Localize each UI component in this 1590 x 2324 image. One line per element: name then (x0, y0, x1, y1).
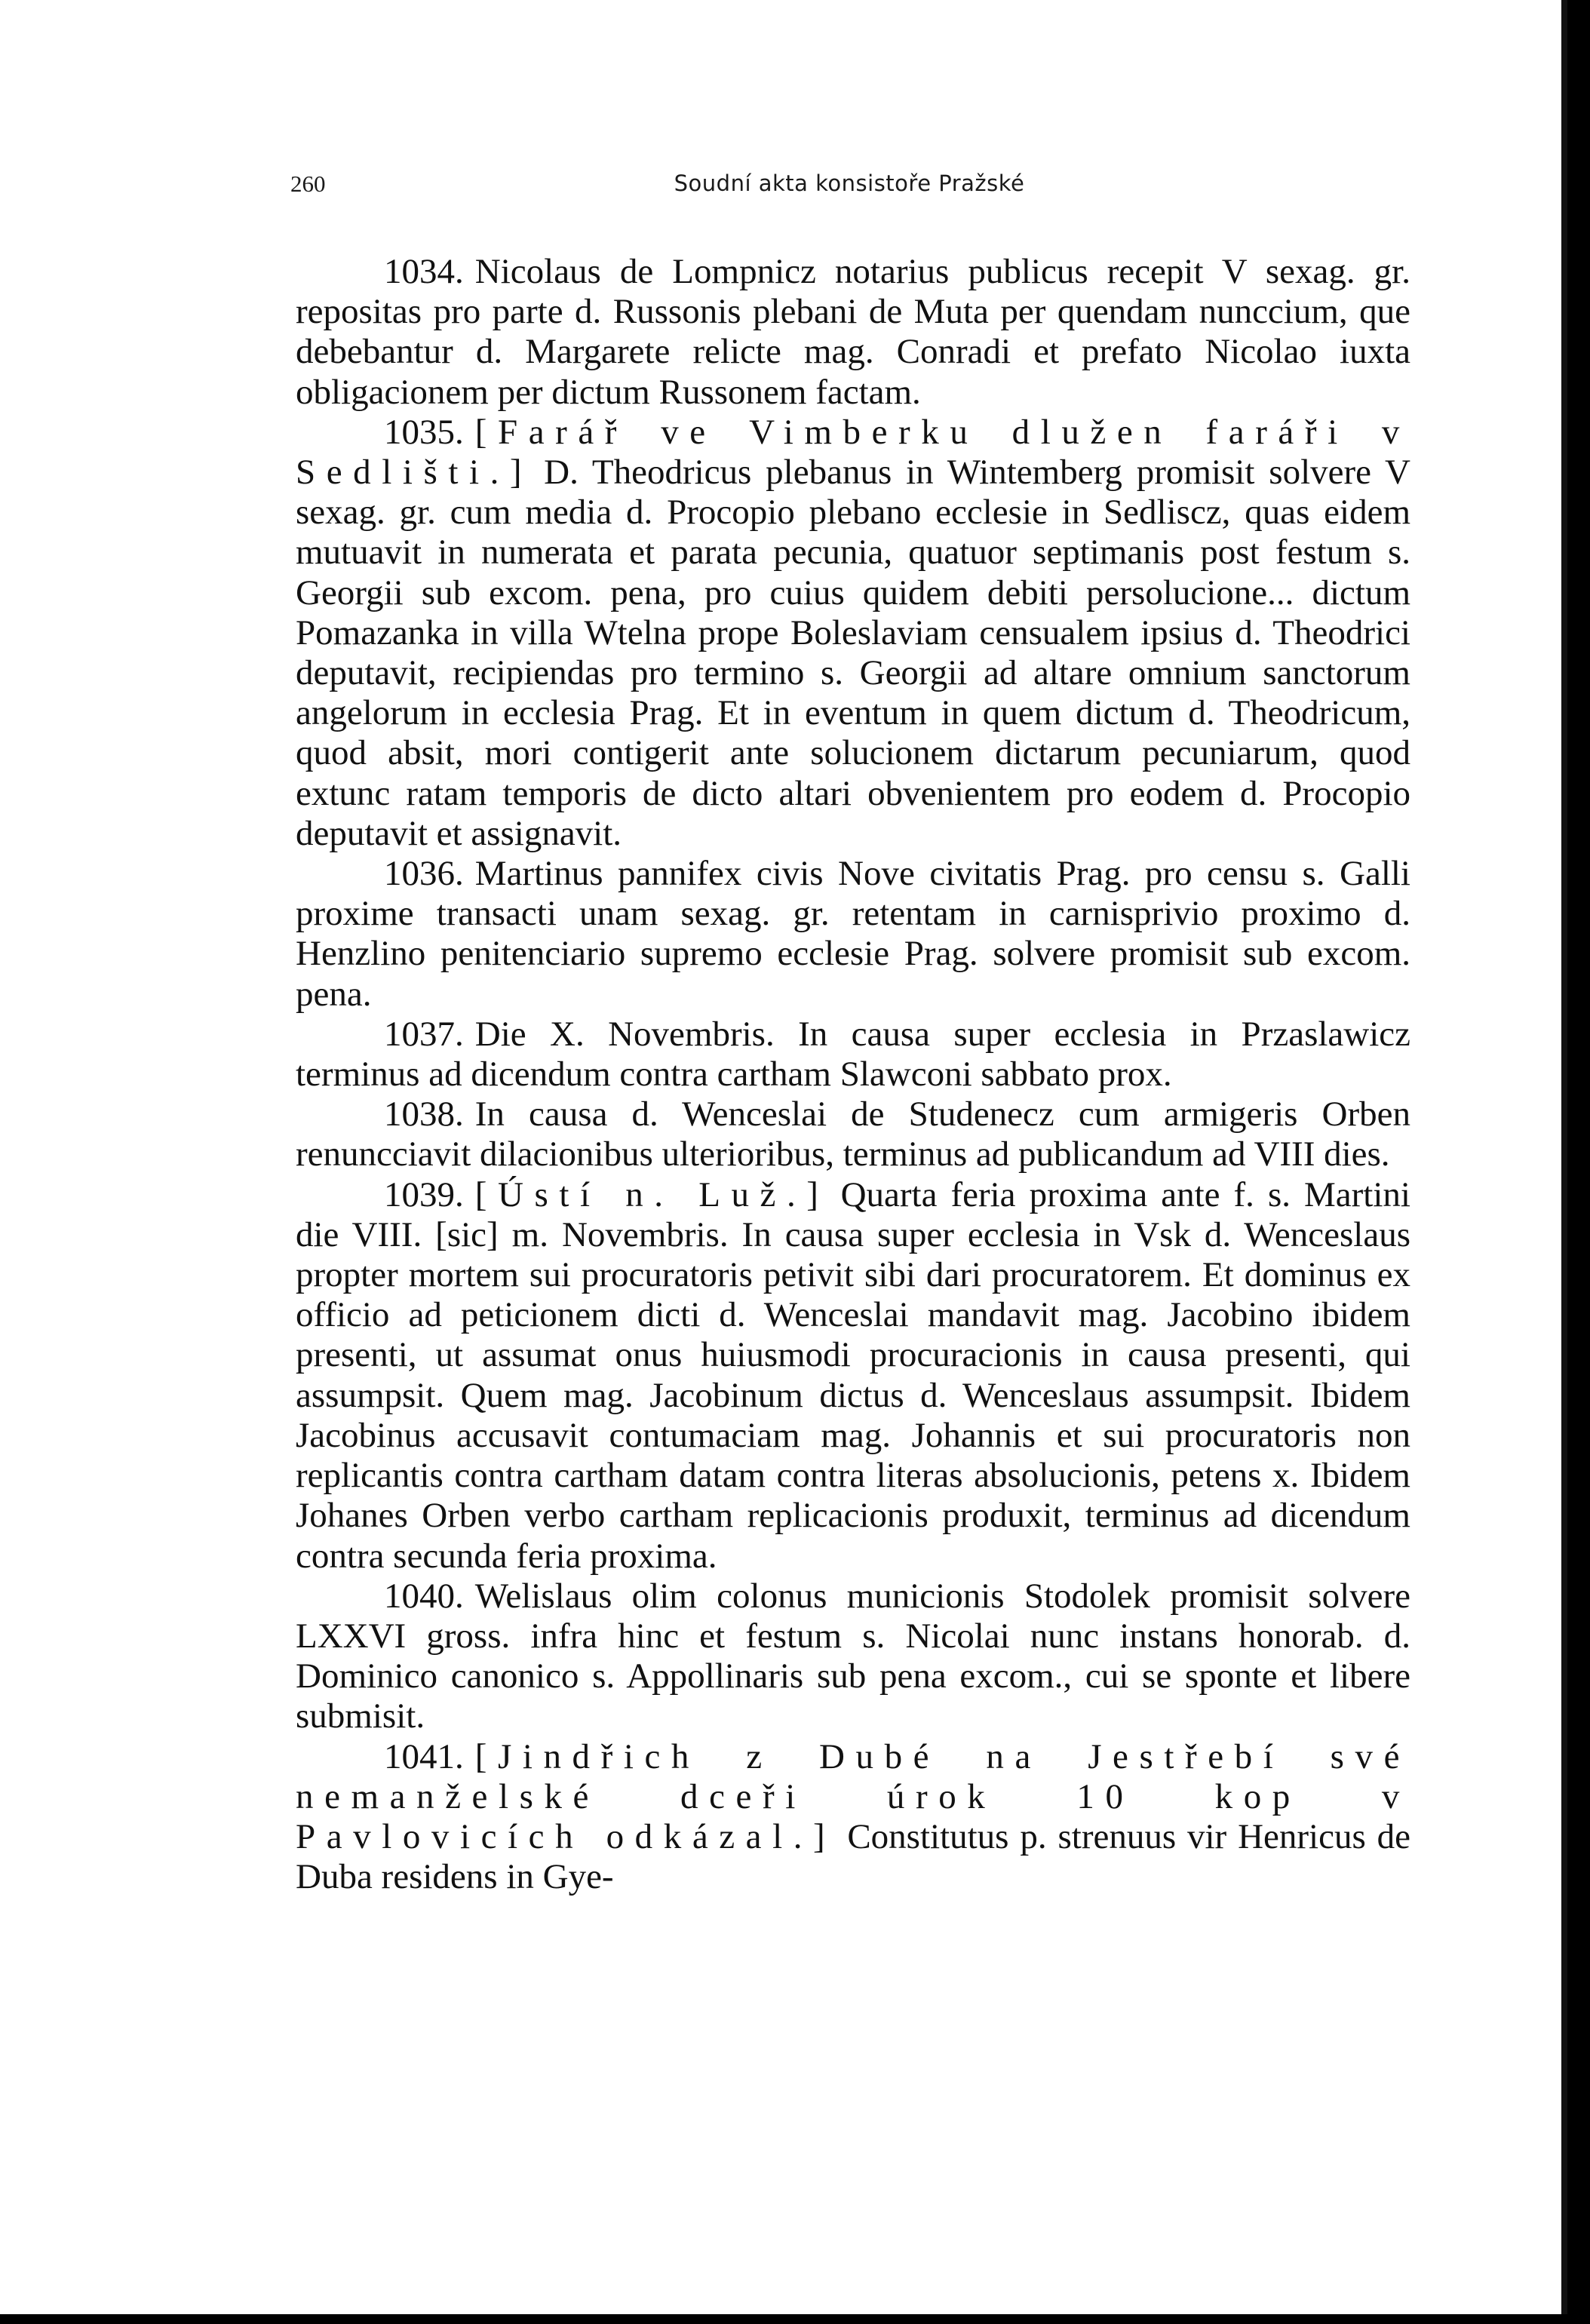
entry-heading: [Ústí n. Luž.] (474, 1174, 830, 1214)
entry-text: Martinus pannifex civis Nove civitatis Prag. pro censu s. Galli proxime transacti unam sexag. gr. retentam in carnisprivio proximo d. Henzlino penitenciario supremo ecclesie Prag. solvere promisit sub excom. pena. (296, 854, 1410, 1014)
entry-number: 1035. (384, 412, 464, 452)
entry-number: 1041. (384, 1736, 464, 1776)
entry-text: In causa d. Wenceslai de Studenecz cum armigeris Orben renuncciavit dilacionibus ulterioribus, terminus ad publicandum ad VIII dies. (296, 1094, 1410, 1174)
document-body (296, 252, 1410, 1897)
running-title: Soudní akta konsistoře Pražské (674, 170, 1025, 196)
entry-1039 (296, 1175, 1410, 1576)
entry-number: 1036. (384, 854, 464, 894)
entry-text: Die X. Novembris. In causa super ecclesia in Przaslawicz terminus ad dicendum contra cartham Slawconi sabbato prox. (296, 1014, 1410, 1094)
entry-text: Nicolaus de Lompnicz notarius publicus recepit V sexag. gr. repositas pro parte d. Russonis plebani de Muta per quendam nunccium, que debebantur d. Margarete relicte mag. Conradi et prefato Nicolao iuxta obligacionem per dictum Russonem factam. (296, 252, 1410, 412)
entry-1041 (296, 1737, 1410, 1898)
entry-number: 1039. (384, 1174, 464, 1214)
entry-number: 1038. (384, 1094, 464, 1134)
entry-text: Quarta feria proxima ante f. s. Martini die VIII. [sic] m. Novembris. In causa super ecclesia in Vsk d. Wenceslaus propter mortem sui procuratoris petivit sibi dari procuratorem. Et dominus ex officio ad peticionem dicti d. Wenceslai mandavit mag. Jacobino ibidem presenti, ut assumat onus huiusmodi procuracionis in causa presenti, qui assumpsit. Quem mag. Jacobinum dictus d. Wenceslaus assumpsit. Ibidem Jacobinus accusavit contumaciam mag. Johannis et sui procuratoris non replicantis contra cartham datam contra literas absolucionis, petens x. Ibidem Johanes Orben verbo cartham replicacionis produxit, terminus ad dicendum contra secunda feria proxima. (296, 1174, 1410, 1576)
entry-number: 1037. (384, 1014, 464, 1054)
entry-text: D. Theodricus plebanus in Wintemberg promisit solvere V sexag. gr. cum media d. Procopio plebano ecclesie in Sedliscz, quas eidem mutuavit in numerata et parata pecunia, quatuor septimanis post festum s. Georgii sub excom. pena, pro cuius quidem debiti persolucione... dictum Pomazanka in villa Wtelna prope Boleslaviam censualem ipsius d. Theodrici deputavit, recipiendas pro termino s. Georgii ad altare omnium sanctorum angelorum in ecclesia Prag. Et in eventum in quem dictum d. Theodricum, quod absit, mori contigerit ante solucionem dictarum pecuniarum, quod extunc ratam temporis de dicto altari obvenientem pro eodem d. Procopio deputavit et assignavit. (296, 453, 1410, 853)
entry-1037 (296, 1015, 1410, 1094)
page-header (290, 170, 1408, 210)
page-number: 260 (290, 170, 326, 197)
entry-1040 (296, 1576, 1410, 1737)
entry-1036 (296, 854, 1410, 1015)
entry-heading: [Jindřich z Dubé na Jestřebí své nemanželské dceři úrok 10 kop v Pavlovicích odkázal.] (296, 1736, 1410, 1856)
entry-text: Welislaus olim colonus municionis Stodolek promisit solvere LXXVI gross. infra hinc et festum s. Nicolai nunc instans honorab. d. Dominico canonico s. Appollinaris sub pena excom., cui se sponte et libere submisit. (296, 1576, 1410, 1736)
entry-1038 (296, 1094, 1410, 1174)
page-edge-shadow (1561, 0, 1567, 2314)
entry-number: 1034. (384, 252, 464, 291)
entry-heading: [Farář ve Vimberku dlužen faráři v Sedlišti.] (296, 412, 1410, 493)
entry-text: Constitutus p. strenuus vir Henricus de Duba residens in Gye- (296, 1816, 1410, 1897)
entry-1035 (296, 413, 1410, 854)
entry-number: 1040. (384, 1576, 464, 1616)
entry-1034 (296, 252, 1410, 413)
